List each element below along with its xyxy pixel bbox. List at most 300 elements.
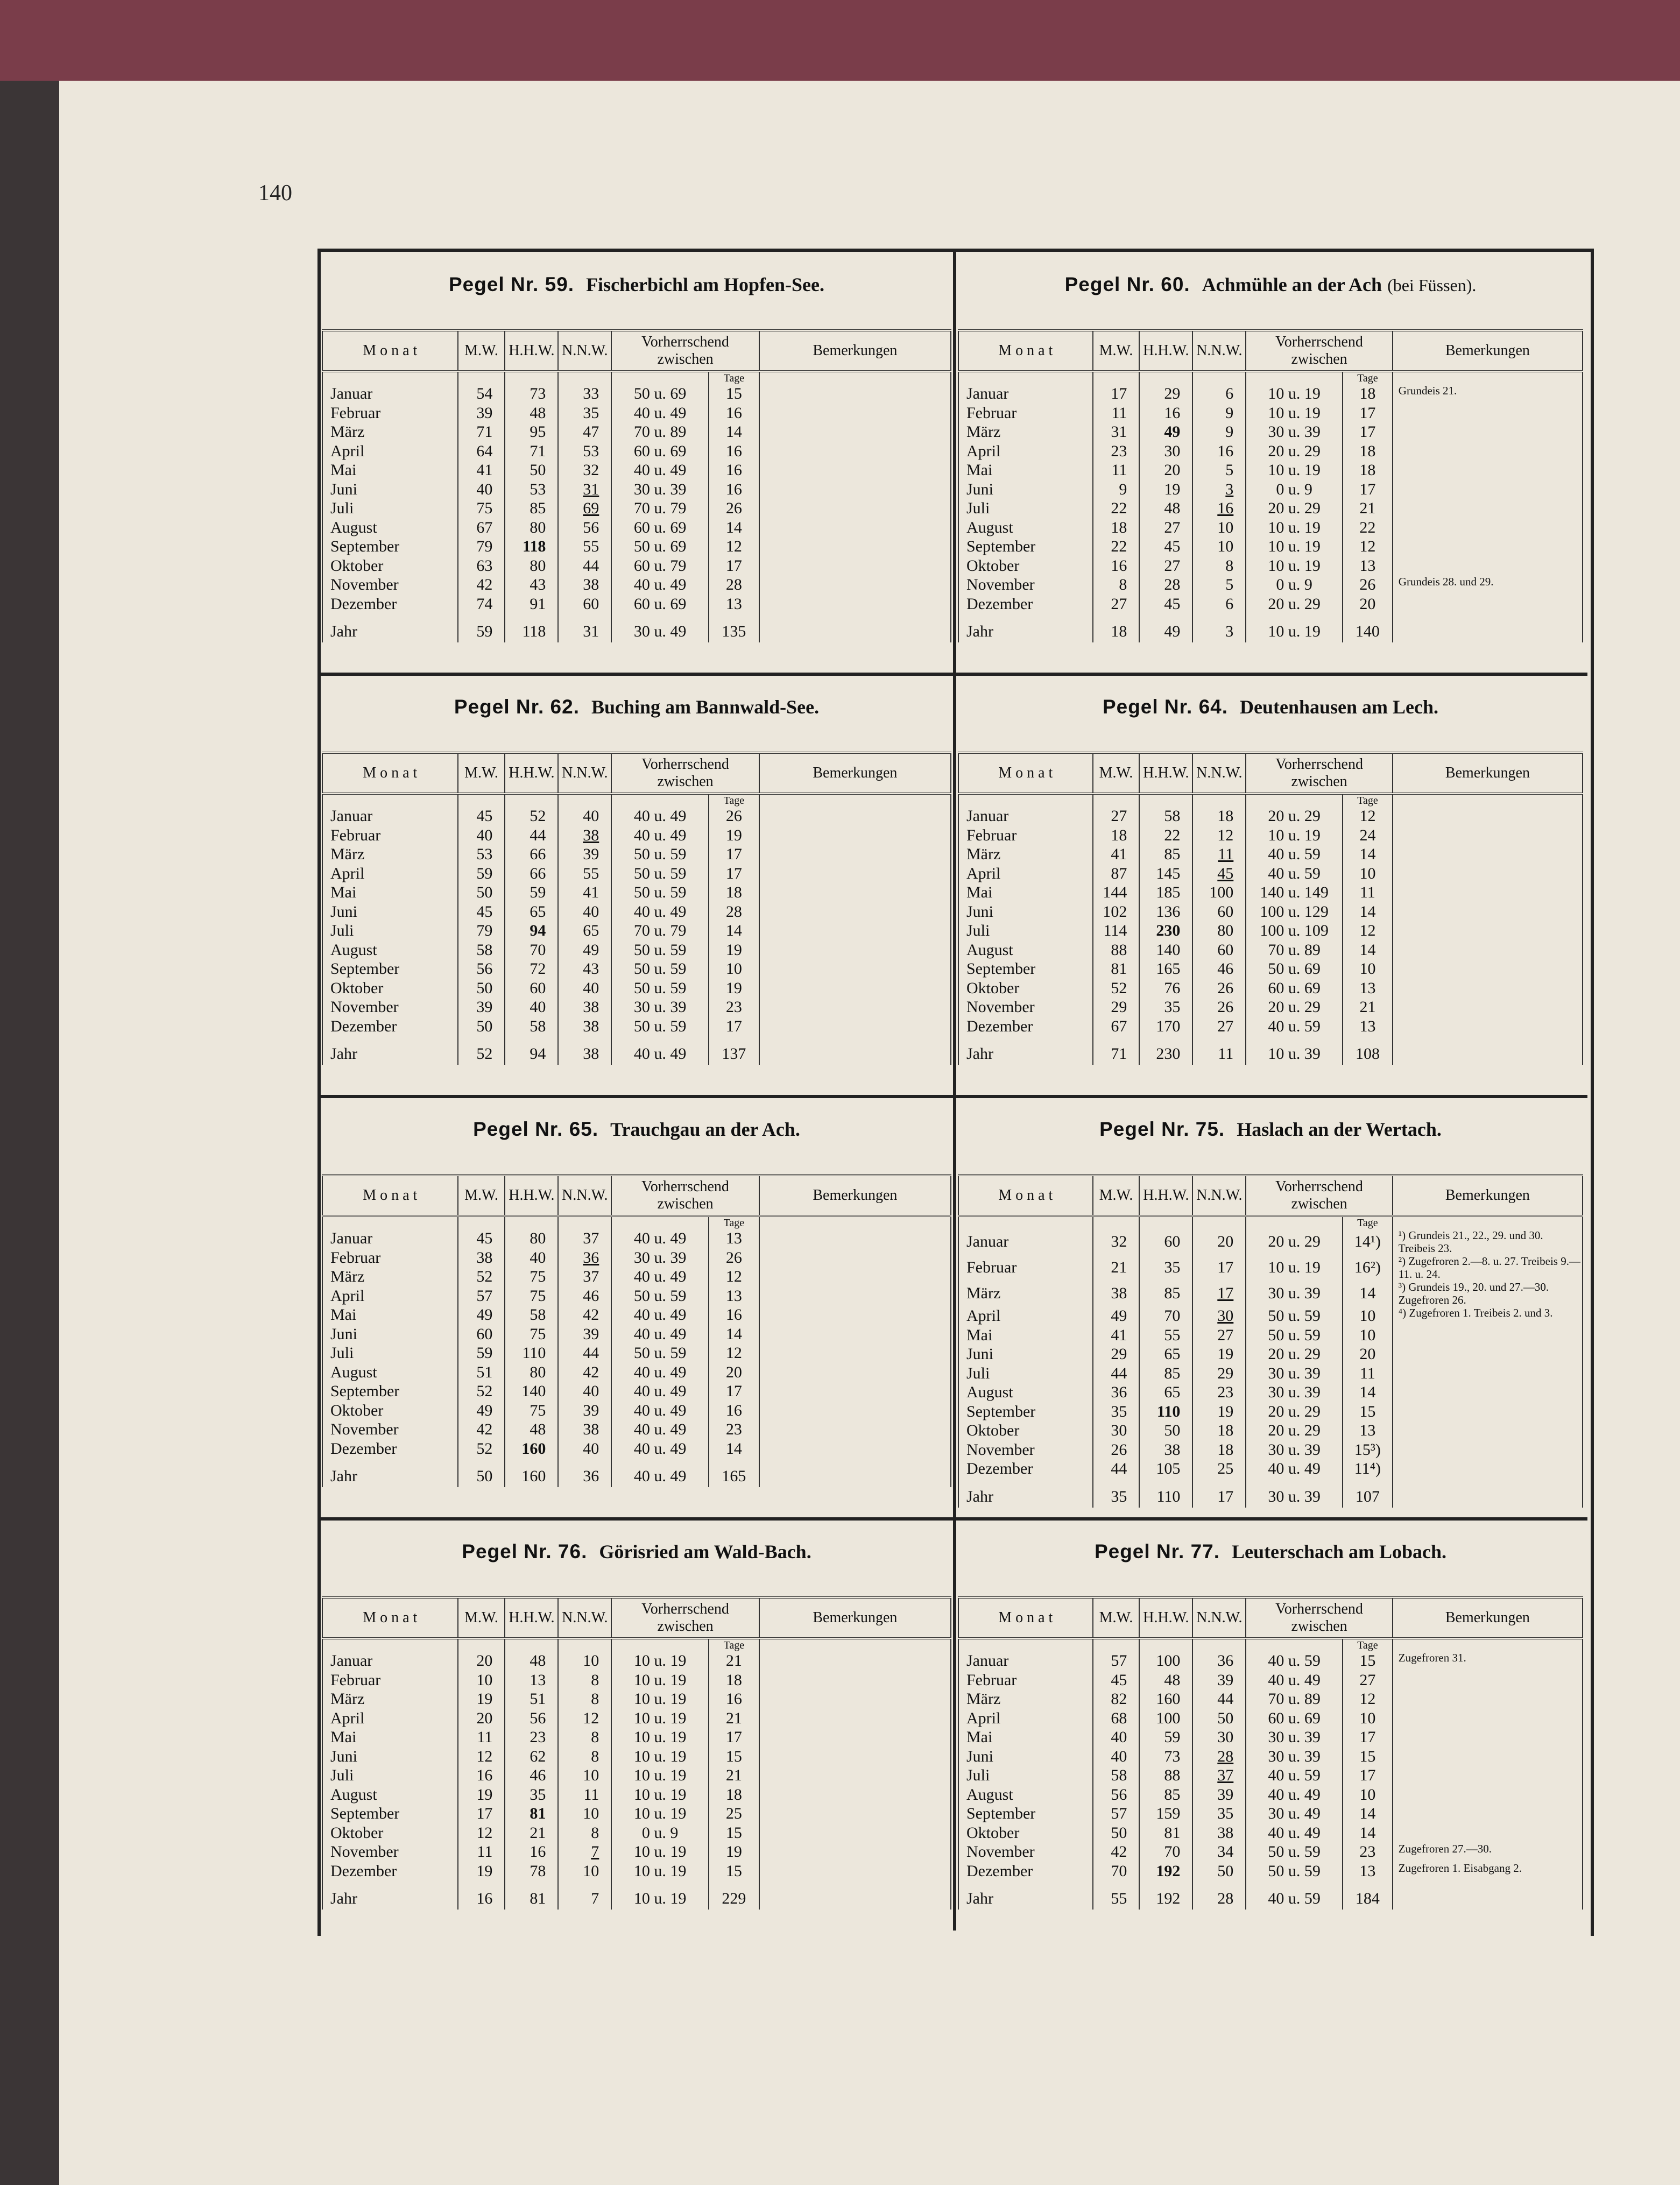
nnw-value: 5: [1192, 575, 1246, 595]
tage-count: 18: [709, 1671, 759, 1690]
tage-spacer: [1139, 794, 1192, 807]
table-row: [958, 864, 1583, 883]
nnw-value: 19: [1192, 1345, 1246, 1364]
hhw-value: 85: [1139, 845, 1192, 864]
mw-value: 35: [1093, 1402, 1140, 1422]
remark: Zugefroren 27.—30.: [1393, 1842, 1583, 1862]
mw-value: 45: [458, 902, 505, 922]
tage-count: 17: [709, 556, 759, 576]
header-month: M o n a t: [958, 330, 1093, 371]
header-nnw: N.N.W.: [558, 753, 611, 794]
tage-count: 13: [1343, 1862, 1393, 1881]
hhw-value: 60: [505, 979, 558, 998]
header-nnw: N.N.W.: [558, 1597, 611, 1638]
table-row: [322, 537, 951, 556]
mw-value: 81: [1093, 959, 1140, 979]
remark: [759, 979, 951, 998]
tage-count: 10: [1343, 864, 1393, 883]
table-row: [322, 1804, 951, 1823]
tage-spacer: [759, 794, 951, 807]
month-label: Januar: [322, 1651, 458, 1671]
remark: [759, 826, 951, 845]
header-row: [322, 1597, 951, 1638]
remark: [1393, 442, 1583, 461]
month-label: August: [958, 518, 1093, 538]
remark: [1393, 864, 1583, 883]
table-row: [958, 883, 1583, 902]
remark: [1393, 1823, 1583, 1843]
nnw-value: 26: [1192, 979, 1246, 998]
mw-value: 41: [1093, 845, 1140, 864]
table-row: [322, 1689, 951, 1709]
nnw-value: 8: [558, 1823, 611, 1843]
year-hhw: 118: [505, 613, 558, 642]
table-row: [958, 921, 1583, 941]
mw-value: 38: [458, 1248, 505, 1268]
mw-value: 27: [1093, 807, 1140, 826]
year-label: Jahr: [958, 1479, 1093, 1508]
book-page-edge: [0, 0, 1680, 81]
gauge-number: Pegel Nr. 77.: [1094, 1540, 1220, 1562]
month-label: November: [958, 575, 1093, 595]
remark: Grundeis 28. und 29.: [1393, 575, 1583, 595]
table-row: [322, 595, 951, 614]
nnw-value: 37: [1192, 1766, 1246, 1785]
remark: [759, 1420, 951, 1439]
tage-count: 16: [709, 480, 759, 499]
hhw-value: 73: [1139, 1747, 1192, 1766]
table-row: [958, 1804, 1583, 1823]
mw-value: 18: [1093, 518, 1140, 538]
tage-count: 19: [709, 941, 759, 960]
mw-value: 64: [458, 442, 505, 461]
tage-spacer: [611, 371, 709, 384]
vorherrschend-range: 10 u. 19: [611, 1671, 709, 1690]
nnw-value: 9: [1192, 404, 1246, 423]
remark: [1393, 1402, 1583, 1422]
tage-spacer: [1093, 794, 1140, 807]
header-row: [322, 330, 951, 371]
year-hhw: 94: [505, 1036, 558, 1065]
month-label: Oktober: [322, 979, 458, 998]
mw-value: 54: [458, 384, 505, 404]
year-remark: [1393, 613, 1583, 642]
remark: [1393, 556, 1583, 576]
table-row: [322, 1325, 951, 1344]
remark: [1393, 1804, 1583, 1823]
year-mw: 71: [1093, 1036, 1140, 1065]
vorherrschend-range: 30 u. 39: [1246, 1728, 1343, 1747]
year-remark: [759, 1036, 951, 1065]
tage-count: 24: [1343, 826, 1393, 845]
remark: Zugefroren 31.: [1393, 1651, 1583, 1671]
table-row: [958, 807, 1583, 826]
tage-spacer: [505, 794, 558, 807]
hhw-value: 40: [505, 998, 558, 1017]
remark: [759, 902, 951, 922]
hhw-value: 85: [1139, 1785, 1192, 1805]
nnw-value: 47: [558, 422, 611, 442]
remark: [759, 1248, 951, 1268]
mw-value: 82: [1093, 1689, 1140, 1709]
remark: [1393, 883, 1583, 902]
month-label: Dezember: [322, 1017, 458, 1036]
hhw-value: 80: [505, 556, 558, 576]
hhw-value: 136: [1139, 902, 1192, 922]
table-row: [322, 1671, 951, 1690]
mw-value: 41: [1093, 1326, 1140, 1345]
year-nnw: 7: [558, 1880, 611, 1910]
tage-count: 12: [1343, 921, 1393, 941]
tage-count: 19: [709, 1842, 759, 1862]
remark: [759, 404, 951, 423]
remark: [1393, 1459, 1583, 1479]
tage-spacer: [1246, 1216, 1343, 1229]
vorherrschend-range: 0 u. 9: [1246, 575, 1343, 595]
tage-count: 15³): [1343, 1440, 1393, 1460]
nnw-value: 35: [1192, 1804, 1246, 1823]
table-row: [322, 1017, 951, 1036]
tage-count: 14: [709, 1325, 759, 1344]
gauge-title: [958, 273, 1583, 311]
hhw-value: 75: [505, 1401, 558, 1420]
vorherrschend-range: 20 u. 29: [1246, 998, 1343, 1017]
gauge-title: [958, 1118, 1583, 1156]
remark: [759, 537, 951, 556]
vorherrschend-range: 0 u. 9: [611, 1823, 709, 1843]
tage-label: Tage: [709, 1216, 759, 1229]
vorherrschend-range: 50 u. 69: [611, 384, 709, 404]
table-row: [322, 921, 951, 941]
table-row: [958, 422, 1583, 442]
nnw-value: 25: [1192, 1459, 1246, 1479]
vorherrschend-range: 100 u. 109: [1246, 921, 1343, 941]
tage-spacer: [1246, 371, 1343, 384]
vorherrschend-range: 40 u. 49: [611, 902, 709, 922]
nnw-value: 50: [1192, 1709, 1246, 1728]
year-remark: [1393, 1479, 1583, 1508]
remark: [759, 941, 951, 960]
table-row: [958, 1823, 1583, 1843]
year-row: [958, 1479, 1583, 1508]
tage-spacer: [558, 1216, 611, 1229]
vorherrschend-range: 30 u. 49: [1246, 1804, 1343, 1823]
gauge-number: Pegel Nr. 76.: [462, 1540, 588, 1562]
year-remark: [1393, 1036, 1583, 1065]
nnw-value: 11: [1192, 845, 1246, 864]
vorherrschend-range: 40 u. 49: [1246, 1785, 1343, 1805]
hhw-value: 49: [1139, 422, 1192, 442]
header-nnw: N.N.W.: [1192, 753, 1246, 794]
tage-count: 16: [709, 1305, 759, 1325]
nnw-value: 44: [558, 1343, 611, 1363]
nnw-value: 8: [558, 1728, 611, 1747]
remark: [759, 1363, 951, 1382]
mw-value: 67: [458, 518, 505, 538]
tage-spacer: [1093, 371, 1140, 384]
remark: [759, 480, 951, 499]
year-remark: [1393, 1880, 1583, 1910]
tage-count: 23: [1343, 1842, 1393, 1862]
tage-count: 23: [709, 1420, 759, 1439]
tage-count: 27: [1343, 1671, 1393, 1690]
vorherrschend-range: 40 u. 49: [611, 1363, 709, 1382]
gauge-title: [322, 1118, 951, 1156]
tage-count: 15: [1343, 1747, 1393, 1766]
header-vorherrschend: Vorherrschend zwischen: [1246, 1175, 1393, 1216]
gauge-table: [958, 752, 1583, 1065]
month-label: Januar: [322, 807, 458, 826]
hhw-value: 19: [1139, 480, 1192, 499]
month-label: März: [958, 422, 1093, 442]
table-row: [958, 1402, 1583, 1422]
gauge-title: [958, 1540, 1583, 1578]
page-number: 140: [258, 181, 292, 206]
tage-count: 17: [709, 1017, 759, 1036]
remark: [759, 595, 951, 614]
nnw-value: 39: [558, 1325, 611, 1344]
remark: [759, 959, 951, 979]
tage-spacer: [458, 1216, 505, 1229]
table-row: [322, 1229, 951, 1248]
nnw-value: 32: [558, 461, 611, 480]
nnw-value: 12: [1192, 826, 1246, 845]
table-row: [958, 1671, 1583, 1690]
hhw-value: 66: [505, 864, 558, 883]
table-row: [322, 1420, 951, 1439]
year-tage: 107: [1343, 1479, 1393, 1508]
remark: [759, 1709, 951, 1728]
month-label: Februar: [322, 826, 458, 845]
vorherrschend-range: 70 u. 79: [611, 921, 709, 941]
hhw-value: 50: [505, 461, 558, 480]
nnw-value: 46: [558, 1286, 611, 1306]
month-label: Juli: [322, 1343, 458, 1363]
year-remark: [759, 613, 951, 642]
vorherrschend-range: 40 u. 49: [611, 807, 709, 826]
month-label: Januar: [958, 807, 1093, 826]
table-row: [958, 1785, 1583, 1805]
mw-value: 36: [1093, 1383, 1140, 1402]
year-row: [958, 613, 1583, 642]
tage-count: 14: [1343, 941, 1393, 960]
nnw-value: 10: [1192, 518, 1246, 538]
table-row: [322, 1728, 951, 1747]
header-hhw: H.H.W.: [1139, 1175, 1192, 1216]
remark: ³) Grundeis 19., 20. und 27.—30. Zugefroren 26.: [1393, 1281, 1583, 1306]
nnw-value: 50: [1192, 1862, 1246, 1881]
vorherrschend-range: 10 u. 19: [611, 1804, 709, 1823]
nnw-value: 10: [558, 1766, 611, 1785]
tage-count: 15: [709, 1747, 759, 1766]
mw-value: 45: [1093, 1671, 1140, 1690]
tage-count: 12: [1343, 1689, 1393, 1709]
mw-value: 12: [458, 1747, 505, 1766]
mw-value: 22: [1093, 499, 1140, 518]
nnw-value: 39: [1192, 1785, 1246, 1805]
hhw-value: 95: [505, 422, 558, 442]
hhw-value: 75: [505, 1325, 558, 1344]
hhw-value: 48: [1139, 499, 1192, 518]
remark: [759, 461, 951, 480]
year-nnw: 17: [1192, 1479, 1246, 1508]
gauge-subtitle: (bei Füssen).: [1387, 275, 1477, 295]
vorherrschend-range: 10 u. 19: [611, 1862, 709, 1881]
table-row: [322, 807, 951, 826]
hhw-value: 21: [505, 1823, 558, 1843]
mw-value: 56: [1093, 1785, 1140, 1805]
hhw-value: 50: [1139, 1421, 1192, 1440]
tage-count: 13: [1343, 1421, 1393, 1440]
nnw-value: 18: [1192, 807, 1246, 826]
month-label: April: [958, 442, 1093, 461]
remark: [759, 1343, 951, 1363]
header-row: [322, 753, 951, 794]
tage-count: 21: [709, 1766, 759, 1785]
vorherrschend-range: 40 u. 59: [1246, 864, 1343, 883]
nnw-value: 20: [1192, 1229, 1246, 1255]
gauge-location: Fischerbichl am Hopfen-See.: [586, 274, 825, 295]
hhw-value: 140: [505, 1382, 558, 1401]
vorherrschend-range: 40 u. 49: [611, 1401, 709, 1420]
tage-count: 18: [709, 1785, 759, 1805]
table-row: [322, 883, 951, 902]
hhw-value: 80: [505, 1363, 558, 1382]
year-tage: 108: [1343, 1036, 1393, 1065]
table-row: [322, 461, 951, 480]
year-tage: 165: [709, 1458, 759, 1487]
mw-value: 68: [1093, 1709, 1140, 1728]
vorherrschend-range: 70 u. 89: [1246, 1689, 1343, 1709]
month-label: Dezember: [958, 1017, 1093, 1036]
nnw-value: 43: [558, 959, 611, 979]
month-label: März: [322, 845, 458, 864]
tage-count: 14: [1343, 1804, 1393, 1823]
tage-spacer: [1093, 1638, 1140, 1651]
year-tage: 184: [1343, 1880, 1393, 1910]
tage-row: [958, 1216, 1583, 1229]
mw-value: 45: [458, 1229, 505, 1248]
tage-count: 16²): [1343, 1255, 1393, 1281]
mw-value: 29: [1093, 1345, 1140, 1364]
tage-spacer: [958, 794, 1093, 807]
table-row: [322, 384, 951, 404]
tage-count: 18: [709, 883, 759, 902]
gauge-table: [958, 1174, 1583, 1508]
month-label: November: [958, 998, 1093, 1017]
tage-spacer: [1192, 1216, 1246, 1229]
tage-spacer: [505, 371, 558, 384]
hhw-value: 51: [505, 1689, 558, 1709]
month-label: September: [958, 1402, 1093, 1422]
header-bemerkungen: Bemerkungen: [1393, 753, 1583, 794]
hhw-value: 66: [505, 845, 558, 864]
hhw-value: 20: [1139, 461, 1192, 480]
table-row: [322, 1305, 951, 1325]
vorherrschend-range: 10 u. 19: [611, 1747, 709, 1766]
nnw-value: 49: [558, 941, 611, 960]
vorherrschend-range: 70 u. 79: [611, 499, 709, 518]
vorherrschend-range: 60 u. 69: [1246, 1709, 1343, 1728]
vorherrschend-range: 20 u. 29: [1246, 1421, 1343, 1440]
mw-value: 70: [1093, 1862, 1140, 1881]
remark: [759, 1401, 951, 1420]
hhw-value: 70: [1139, 1842, 1192, 1862]
year-hhw: 110: [1139, 1479, 1192, 1508]
vorherrschend-range: 50 u. 59: [1246, 1326, 1343, 1345]
month-label: April: [958, 1709, 1093, 1728]
mw-value: 52: [458, 1439, 505, 1459]
mw-value: 74: [458, 595, 505, 614]
table-row: [958, 461, 1583, 480]
table-row: [958, 1689, 1583, 1709]
vorherrschend-range: 40 u. 49: [1246, 1823, 1343, 1843]
hhw-value: 72: [505, 959, 558, 979]
gauge-number: Pegel Nr. 60.: [1064, 273, 1190, 295]
mw-value: 19: [458, 1689, 505, 1709]
mw-value: 42: [1093, 1842, 1140, 1862]
month-label: Mai: [958, 461, 1093, 480]
month-label: Juni: [958, 480, 1093, 499]
nnw-value: 36: [1192, 1651, 1246, 1671]
gauge-location: Achmühle an der Ach: [1202, 274, 1382, 295]
hhw-value: 110: [1139, 1402, 1192, 1422]
mw-value: 57: [458, 1286, 505, 1306]
nnw-value: 36: [558, 1248, 611, 1268]
remark: [1393, 807, 1583, 826]
year-vorherrschend: 30 u. 39: [1246, 1479, 1343, 1508]
table-row: [958, 556, 1583, 576]
year-nnw: 28: [1192, 1880, 1246, 1910]
tage-count: 17: [709, 845, 759, 864]
tage-label: Tage: [1343, 371, 1393, 384]
mw-value: 8: [1093, 575, 1140, 595]
header-nnw: N.N.W.: [1192, 330, 1246, 371]
header-mw: M.W.: [458, 753, 505, 794]
hhw-value: 45: [1139, 595, 1192, 614]
mw-value: 52: [1093, 979, 1140, 998]
hhw-value: 45: [1139, 537, 1192, 556]
remark: [1393, 921, 1583, 941]
hhw-value: 160: [1139, 1689, 1192, 1709]
nnw-value: 40: [558, 1439, 611, 1459]
table-row: [958, 384, 1583, 404]
vorherrschend-range: 40 u. 49: [611, 575, 709, 595]
hhw-value: 159: [1139, 1804, 1192, 1823]
header-bemerkungen: Bemerkungen: [1393, 1597, 1583, 1638]
table-row: [322, 959, 951, 979]
nnw-value: 6: [1192, 595, 1246, 614]
vorherrschend-range: 30 u. 39: [1246, 1383, 1343, 1402]
mw-value: 53: [458, 845, 505, 864]
month-label: Juli: [322, 1766, 458, 1785]
remark: [759, 1671, 951, 1690]
tage-row: [322, 1638, 951, 1651]
vorherrschend-range: 10 u. 19: [1246, 518, 1343, 538]
remark: [1393, 845, 1583, 864]
vorherrschend-range: 30 u. 39: [611, 480, 709, 499]
year-nnw: 38: [558, 1036, 611, 1065]
vorherrschend-range: 20 u. 29: [1246, 1402, 1343, 1422]
month-label: April: [322, 1286, 458, 1306]
header-hhw: H.H.W.: [1139, 330, 1192, 371]
month-label: Dezember: [958, 595, 1093, 614]
tage-count: 17: [1343, 480, 1393, 499]
tage-count: 10: [1343, 959, 1393, 979]
month-label: Mai: [958, 883, 1093, 902]
mw-value: 79: [458, 921, 505, 941]
hhw-value: 16: [1139, 404, 1192, 423]
